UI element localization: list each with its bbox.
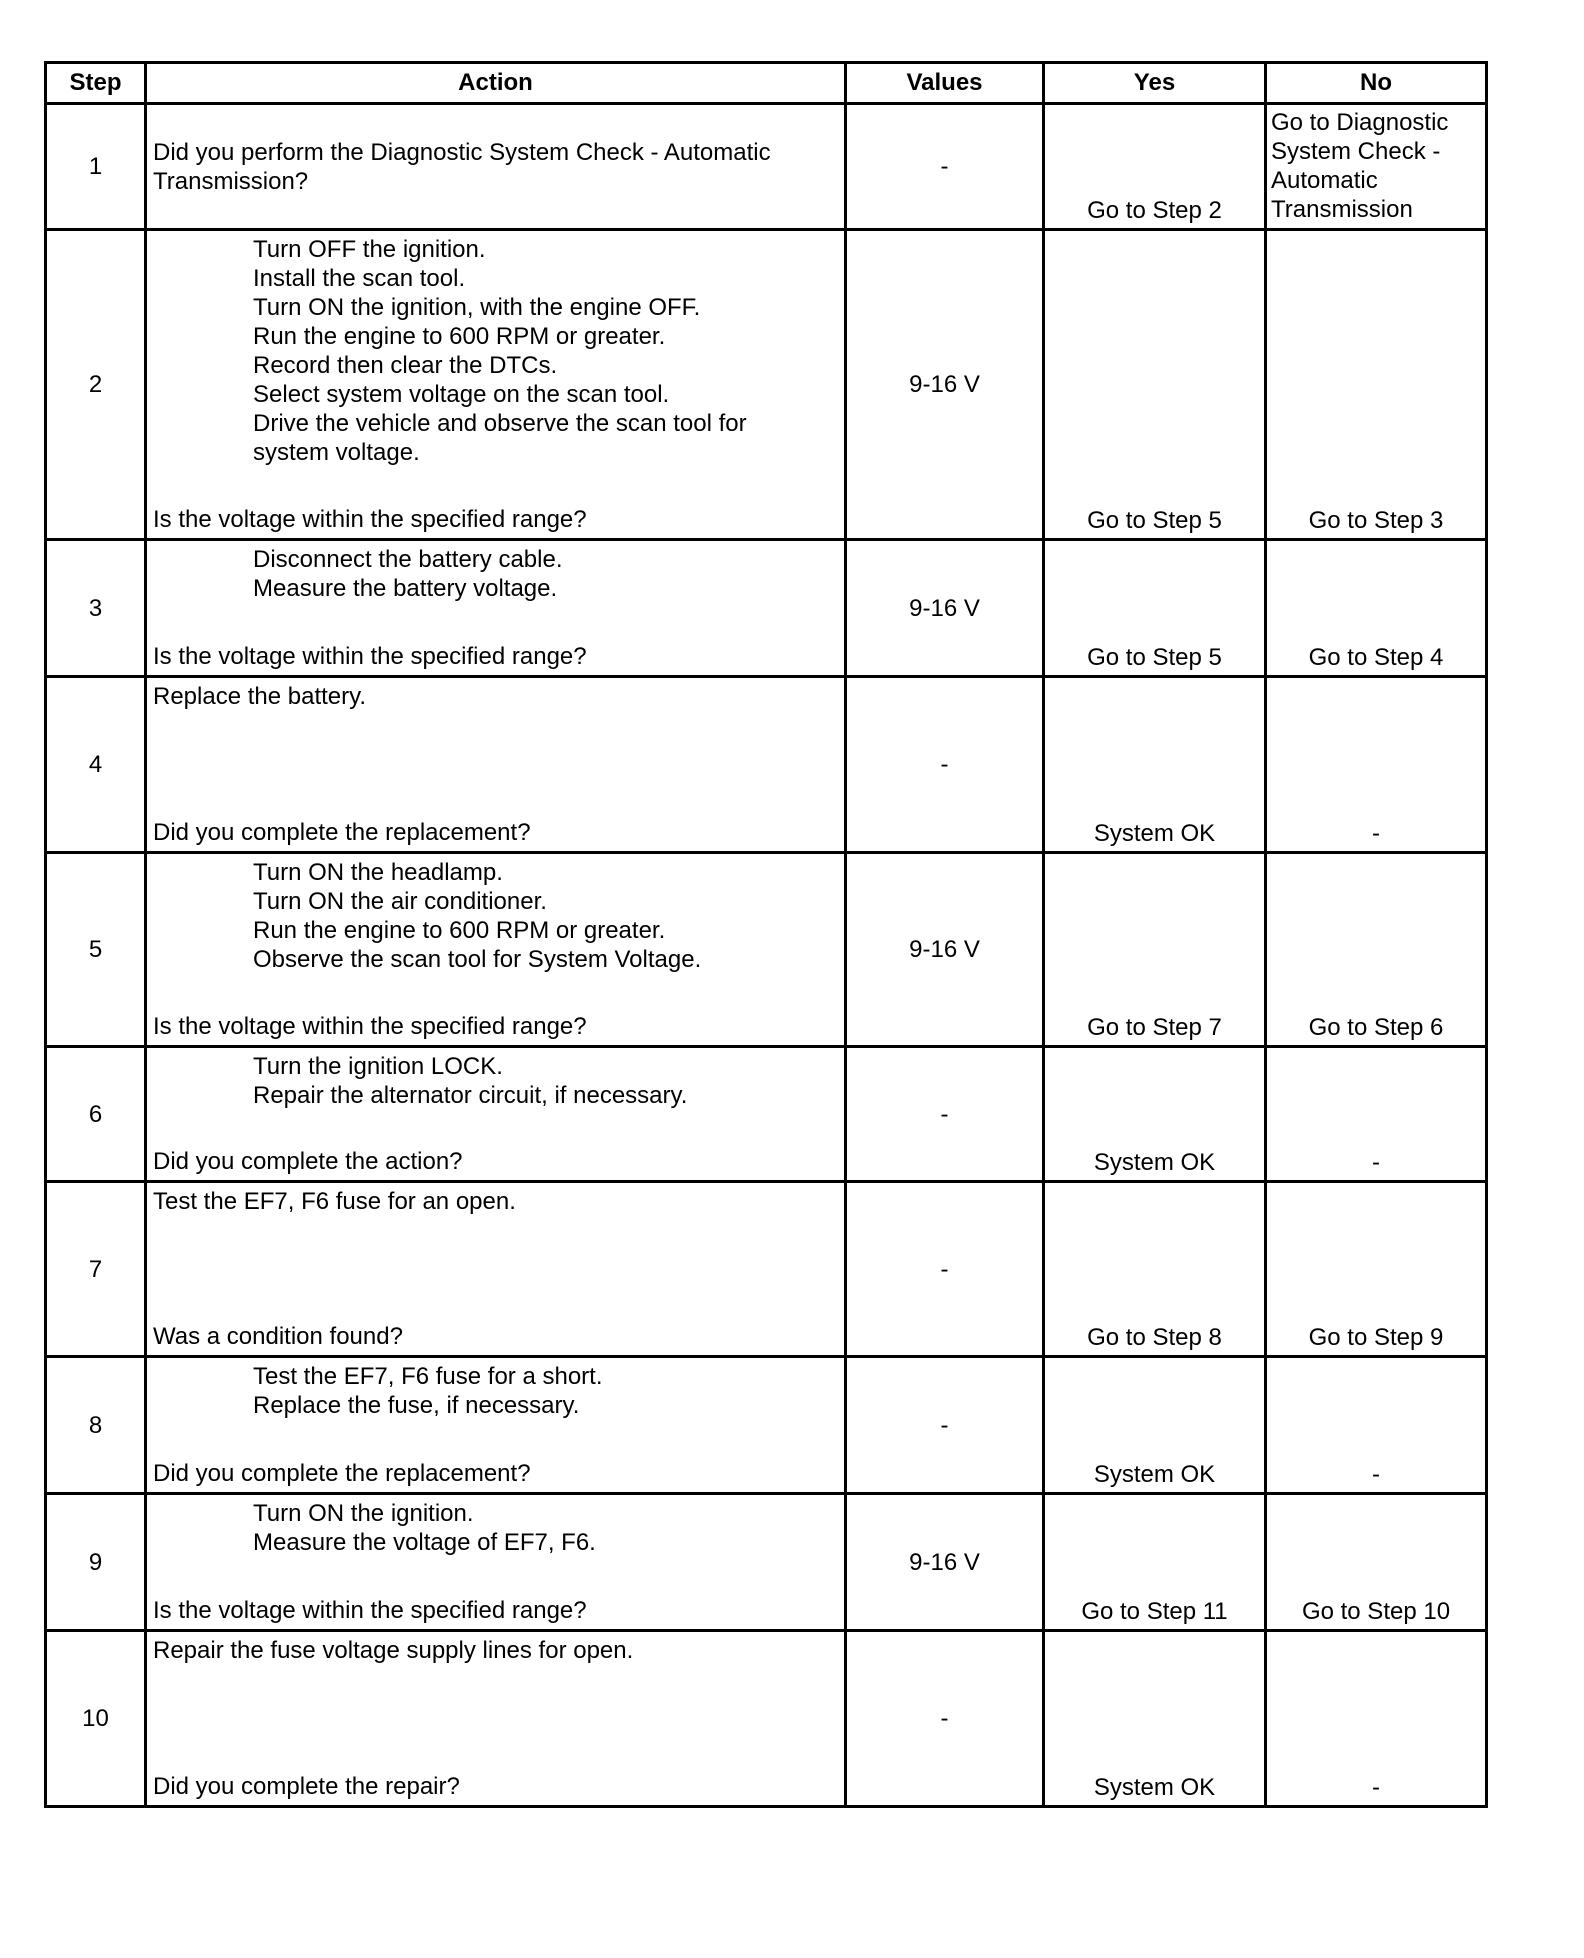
action-line: Replace the battery.: [153, 683, 367, 710]
action-line: Observe the scan tool for System Voltage.: [253, 946, 702, 973]
value-cell: 9-16 V: [846, 230, 1044, 540]
table-row: [46, 540, 1487, 677]
step-number: 3: [46, 540, 146, 677]
action-cell: [146, 853, 846, 1047]
table-row: [46, 1494, 1487, 1631]
action-line: Install the scan tool.: [253, 265, 466, 292]
table-row: [46, 1357, 1487, 1494]
action-cell: [146, 677, 846, 853]
yes-cell: Go to Step 5: [1044, 230, 1266, 540]
value-cell: -: [846, 1182, 1044, 1357]
no-cell: Go to Diagnostic System Check - Automatic Transmission: [1266, 104, 1487, 230]
no-cell: Go to Step 6: [1266, 853, 1487, 1047]
action-cell: [146, 230, 846, 540]
value-cell: 9-16 V: [846, 1494, 1044, 1631]
no-cell: Go to Step 3: [1266, 230, 1487, 540]
action-line: Drive the vehicle and observe the scan tool for: [253, 410, 747, 437]
step-number: 7: [46, 1182, 146, 1357]
action-line: Turn ON the air conditioner.: [253, 888, 547, 915]
header-values: Values: [846, 63, 1044, 104]
header-row: [46, 63, 1487, 104]
action-question: Was a condition found?: [153, 1323, 403, 1350]
action-cell: [146, 1182, 846, 1357]
table-row: [46, 1631, 1487, 1807]
action-line: Run the engine to 600 RPM or greater.: [253, 917, 666, 944]
action-question: Did you complete the replacement?: [153, 819, 531, 846]
no-cell: -: [1266, 1047, 1487, 1182]
value-cell: -: [846, 1047, 1044, 1182]
action-question: Did you complete the replacement?: [153, 1460, 531, 1487]
table-row: [46, 104, 1487, 230]
value-cell: 9-16 V: [846, 540, 1044, 677]
action-cell: [146, 1494, 846, 1631]
no-cell: Go to Step 10: [1266, 1494, 1487, 1631]
step-number: 6: [46, 1047, 146, 1182]
yes-cell: System OK: [1044, 1357, 1266, 1494]
action-question: Is the voltage within the specified range?: [153, 506, 587, 533]
step-number: 9: [46, 1494, 146, 1631]
header-yes: Yes: [1044, 63, 1266, 104]
step-number: 4: [46, 677, 146, 853]
action-line: system voltage.: [253, 439, 420, 466]
header-no: No: [1266, 63, 1487, 104]
action-line: Run the engine to 600 RPM or greater.: [253, 323, 666, 350]
no-cell: Go to Step 4: [1266, 540, 1487, 677]
no-cell: -: [1266, 677, 1487, 853]
action-question: Is the voltage within the specified range?: [153, 1597, 587, 1624]
step-number: 1: [46, 104, 146, 230]
yes-cell: Go to Step 11: [1044, 1494, 1266, 1631]
step-number: 8: [46, 1357, 146, 1494]
step-number: 5: [46, 853, 146, 1047]
action-question: Is the voltage within the specified range?: [153, 1013, 587, 1040]
action-line: Measure the battery voltage.: [253, 575, 558, 602]
action-line: Turn ON the ignition, with the engine OFF.: [253, 294, 701, 321]
yes-cell: System OK: [1044, 677, 1266, 853]
action-line: Repair the alternator circuit, if necessary.: [253, 1082, 688, 1109]
yes-cell: Go to Step 2: [1044, 104, 1266, 230]
action-cell: [146, 1357, 846, 1494]
action-line: Turn ON the headlamp.: [253, 859, 503, 886]
table-row: [46, 230, 1487, 540]
value-cell: -: [846, 677, 1044, 853]
action-question: Is the voltage within the specified range?: [153, 643, 587, 670]
yes-cell: Go to Step 7: [1044, 853, 1266, 1047]
step-number: 2: [46, 230, 146, 540]
action-line: Record then clear the DTCs.: [253, 352, 558, 379]
action-line: Test the EF7, F6 fuse for an open.: [153, 1188, 516, 1215]
action-question: Did you complete the action?: [153, 1148, 463, 1175]
value-cell: 9-16 V: [846, 853, 1044, 1047]
yes-cell: System OK: [1044, 1631, 1266, 1807]
action-cell: [146, 540, 846, 677]
action-line: Turn ON the ignition.: [253, 1500, 474, 1527]
yes-cell: Go to Step 5: [1044, 540, 1266, 677]
table-row: [46, 1182, 1487, 1357]
no-cell: -: [1266, 1631, 1487, 1807]
table-row: [46, 1047, 1487, 1182]
action-cell: [146, 1631, 846, 1807]
action-line: Turn OFF the ignition.: [253, 236, 486, 263]
value-cell: -: [846, 1631, 1044, 1807]
action-line: Repair the fuse voltage supply lines for open.: [153, 1637, 634, 1664]
no-cell: Go to Step 9: [1266, 1182, 1487, 1357]
table-row: [46, 677, 1487, 853]
value-cell: -: [846, 1357, 1044, 1494]
diagnostic-table: [44, 61, 1488, 1808]
step-number: 10: [46, 1631, 146, 1807]
action-line: Measure the voltage of EF7, F6.: [253, 1529, 596, 1556]
action-line: Disconnect the battery cable.: [253, 546, 563, 573]
header-step: Step: [46, 63, 146, 104]
action-question: Did you complete the repair?: [153, 1773, 460, 1800]
yes-cell: System OK: [1044, 1047, 1266, 1182]
header-action: Action: [146, 63, 846, 104]
action-cell: [146, 1047, 846, 1182]
yes-cell: Go to Step 8: [1044, 1182, 1266, 1357]
action-line: Did you perform the Diagnostic System Check - Automatic: [153, 138, 771, 166]
action-line: Transmission?: [153, 167, 309, 195]
no-cell: -: [1266, 1357, 1487, 1494]
action-line: Test the EF7, F6 fuse for a short.: [253, 1363, 603, 1390]
value-cell: -: [846, 104, 1044, 230]
action-line: Select system voltage on the scan tool.: [253, 381, 670, 408]
action-cell: [146, 104, 846, 230]
action-line: Replace the fuse, if necessary.: [253, 1392, 580, 1419]
table-row: [46, 853, 1487, 1047]
action-line: Turn the ignition LOCK.: [253, 1053, 503, 1080]
